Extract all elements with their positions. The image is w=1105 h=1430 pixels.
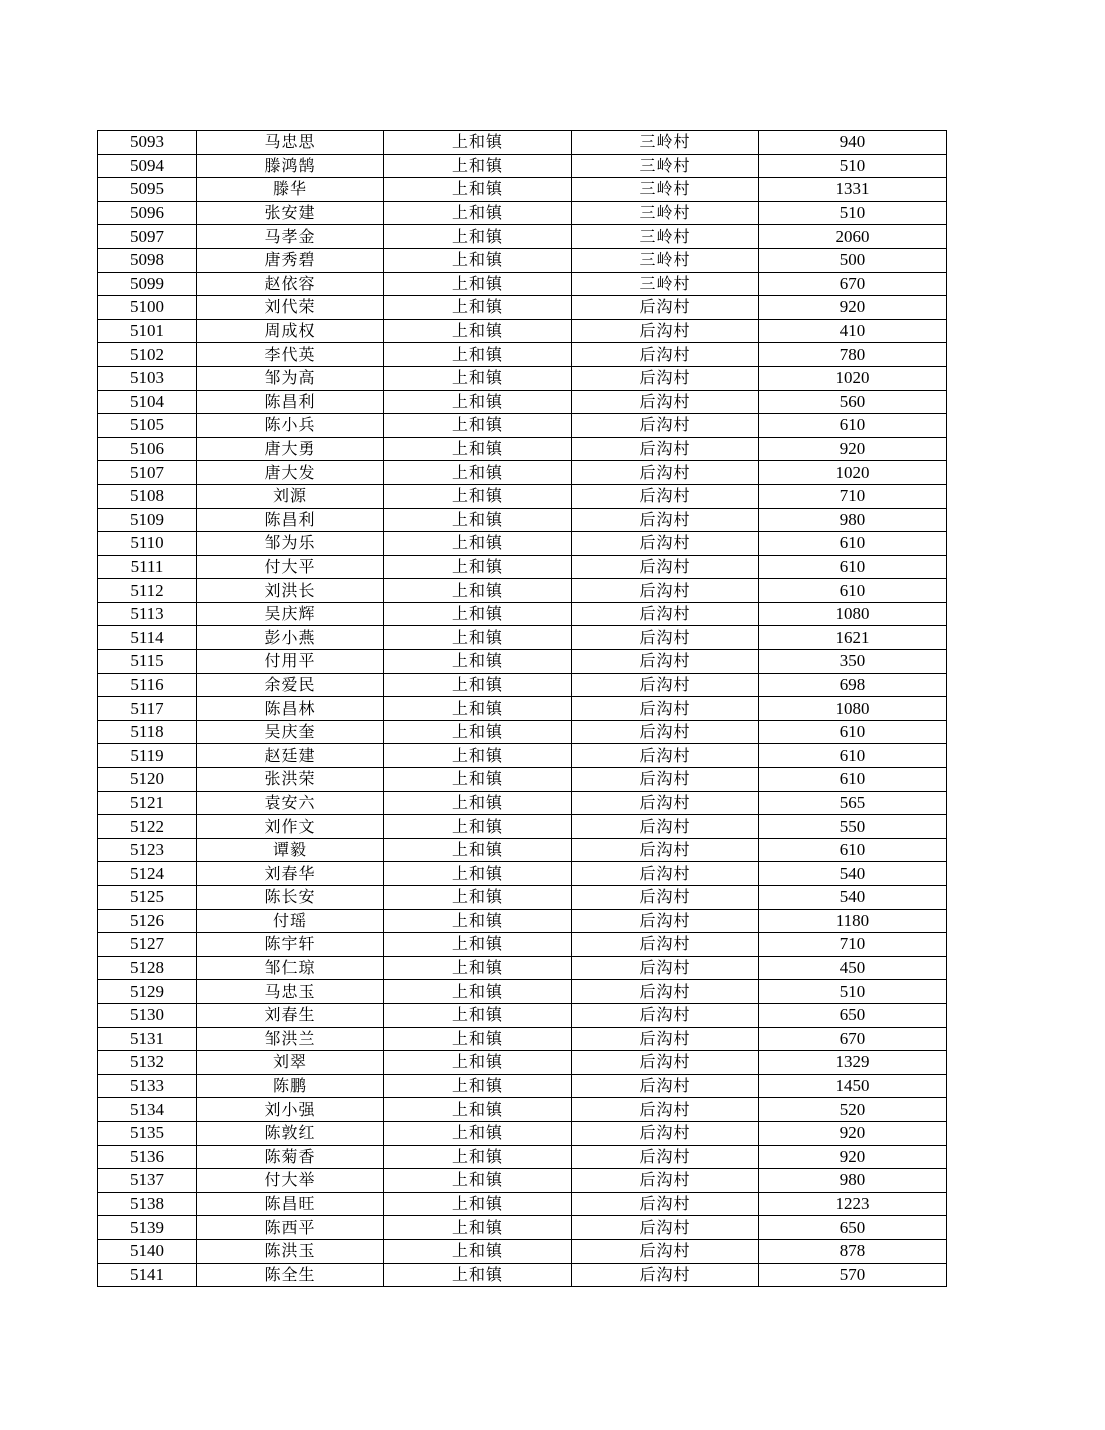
table-row <box>98 532 947 556</box>
row-number-cell: 5141 <box>98 1263 197 1287</box>
table-row <box>98 248 947 272</box>
town-cell: 上和镇 <box>384 697 572 721</box>
village-cell: 后沟村 <box>572 1098 759 1122</box>
village-cell: 三岭村 <box>572 131 759 155</box>
village-cell: 后沟村 <box>572 1216 759 1240</box>
row-number-cell: 5123 <box>98 838 197 862</box>
row-number-cell: 5118 <box>98 720 197 744</box>
village-cell: 后沟村 <box>572 1239 759 1263</box>
amount-cell: 610 <box>759 414 947 438</box>
town-cell: 上和镇 <box>384 791 572 815</box>
amount-cell: 520 <box>759 1098 947 1122</box>
table-row <box>98 366 947 390</box>
town-cell: 上和镇 <box>384 390 572 414</box>
table-row <box>98 1169 947 1193</box>
name-cell: 滕华 <box>197 178 384 202</box>
village-cell: 后沟村 <box>572 508 759 532</box>
village-cell: 后沟村 <box>572 720 759 744</box>
name-cell: 周成权 <box>197 319 384 343</box>
village-cell: 后沟村 <box>572 956 759 980</box>
table-row <box>98 1051 947 1075</box>
table-row <box>98 673 947 697</box>
town-cell: 上和镇 <box>384 248 572 272</box>
amount-cell: 1223 <box>759 1192 947 1216</box>
village-cell: 后沟村 <box>572 1263 759 1287</box>
name-cell: 付瑶 <box>197 909 384 933</box>
row-number-cell: 5107 <box>98 461 197 485</box>
amount-cell: 650 <box>759 1216 947 1240</box>
table-row <box>98 390 947 414</box>
table-row <box>98 201 947 225</box>
amount-cell: 670 <box>759 1027 947 1051</box>
table-row <box>98 791 947 815</box>
town-cell: 上和镇 <box>384 201 572 225</box>
row-number-cell: 5102 <box>98 343 197 367</box>
name-cell: 彭小燕 <box>197 626 384 650</box>
town-cell: 上和镇 <box>384 296 572 320</box>
row-number-cell: 5112 <box>98 579 197 603</box>
name-cell: 邹为高 <box>197 366 384 390</box>
town-cell: 上和镇 <box>384 956 572 980</box>
table-row <box>98 579 947 603</box>
town-cell: 上和镇 <box>384 1121 572 1145</box>
row-number-cell: 5110 <box>98 532 197 556</box>
amount-cell: 878 <box>759 1239 947 1263</box>
table-row <box>98 484 947 508</box>
village-cell: 后沟村 <box>572 768 759 792</box>
table-row <box>98 437 947 461</box>
row-number-cell: 5111 <box>98 555 197 579</box>
name-cell: 刘源 <box>197 484 384 508</box>
table-row <box>98 225 947 249</box>
town-cell: 上和镇 <box>384 1074 572 1098</box>
row-number-cell: 5129 <box>98 980 197 1004</box>
amount-cell: 980 <box>759 508 947 532</box>
row-number-cell: 5121 <box>98 791 197 815</box>
village-cell: 后沟村 <box>572 1192 759 1216</box>
table-row <box>98 862 947 886</box>
table-row <box>98 933 947 957</box>
amount-cell: 780 <box>759 343 947 367</box>
village-cell: 后沟村 <box>572 744 759 768</box>
name-cell: 刘翠 <box>197 1051 384 1075</box>
amount-cell: 980 <box>759 1169 947 1193</box>
row-number-cell: 5098 <box>98 248 197 272</box>
name-cell: 付用平 <box>197 650 384 674</box>
town-cell: 上和镇 <box>384 1169 572 1193</box>
name-cell: 陈昌利 <box>197 508 384 532</box>
town-cell: 上和镇 <box>384 933 572 957</box>
table-row <box>98 1121 947 1145</box>
row-number-cell: 5115 <box>98 650 197 674</box>
row-number-cell: 5126 <box>98 909 197 933</box>
village-cell: 后沟村 <box>572 437 759 461</box>
amount-cell: 550 <box>759 815 947 839</box>
amount-cell: 610 <box>759 768 947 792</box>
table-row <box>98 626 947 650</box>
table-row <box>98 838 947 862</box>
amount-cell: 920 <box>759 296 947 320</box>
name-cell: 陈菊香 <box>197 1145 384 1169</box>
name-cell: 马孝金 <box>197 225 384 249</box>
village-cell: 后沟村 <box>572 296 759 320</box>
row-number-cell: 5120 <box>98 768 197 792</box>
table-row <box>98 650 947 674</box>
table-body <box>98 131 947 1287</box>
table-row <box>98 697 947 721</box>
amount-cell: 1180 <box>759 909 947 933</box>
table-row <box>98 886 947 910</box>
town-cell: 上和镇 <box>384 532 572 556</box>
amount-cell: 670 <box>759 272 947 296</box>
row-number-cell: 5093 <box>98 131 197 155</box>
row-number-cell: 5137 <box>98 1169 197 1193</box>
amount-cell: 540 <box>759 886 947 910</box>
row-number-cell: 5105 <box>98 414 197 438</box>
table-row <box>98 296 947 320</box>
amount-cell: 2060 <box>759 225 947 249</box>
town-cell: 上和镇 <box>384 154 572 178</box>
amount-cell: 350 <box>759 650 947 674</box>
row-number-cell: 5122 <box>98 815 197 839</box>
row-number-cell: 5099 <box>98 272 197 296</box>
village-cell: 后沟村 <box>572 555 759 579</box>
town-cell: 上和镇 <box>384 720 572 744</box>
row-number-cell: 5119 <box>98 744 197 768</box>
table-row <box>98 319 947 343</box>
amount-cell: 610 <box>759 744 947 768</box>
town-cell: 上和镇 <box>384 131 572 155</box>
town-cell: 上和镇 <box>384 484 572 508</box>
town-cell: 上和镇 <box>384 744 572 768</box>
table-row <box>98 815 947 839</box>
village-cell: 后沟村 <box>572 366 759 390</box>
name-cell: 陈西平 <box>197 1216 384 1240</box>
row-number-cell: 5138 <box>98 1192 197 1216</box>
name-cell: 赵廷建 <box>197 744 384 768</box>
row-number-cell: 5124 <box>98 862 197 886</box>
village-cell: 后沟村 <box>572 909 759 933</box>
village-cell: 后沟村 <box>572 980 759 1004</box>
name-cell: 袁安六 <box>197 791 384 815</box>
table-row <box>98 555 947 579</box>
name-cell: 陈长安 <box>197 886 384 910</box>
amount-cell: 570 <box>759 1263 947 1287</box>
name-cell: 马忠思 <box>197 131 384 155</box>
village-cell: 后沟村 <box>572 414 759 438</box>
table-row <box>98 956 947 980</box>
row-number-cell: 5095 <box>98 178 197 202</box>
row-number-cell: 5139 <box>98 1216 197 1240</box>
table-row <box>98 980 947 1004</box>
name-cell: 赵依容 <box>197 272 384 296</box>
amount-cell: 510 <box>759 980 947 1004</box>
table-row <box>98 1098 947 1122</box>
town-cell: 上和镇 <box>384 225 572 249</box>
village-cell: 后沟村 <box>572 602 759 626</box>
town-cell: 上和镇 <box>384 838 572 862</box>
amount-cell: 920 <box>759 1121 947 1145</box>
name-cell: 李代英 <box>197 343 384 367</box>
row-number-cell: 5114 <box>98 626 197 650</box>
amount-cell: 610 <box>759 555 947 579</box>
table-row <box>98 768 947 792</box>
town-cell: 上和镇 <box>384 815 572 839</box>
village-cell: 后沟村 <box>572 579 759 603</box>
amount-cell: 698 <box>759 673 947 697</box>
row-number-cell: 5104 <box>98 390 197 414</box>
row-number-cell: 5101 <box>98 319 197 343</box>
name-cell: 陈昌林 <box>197 697 384 721</box>
table-row <box>98 461 947 485</box>
row-number-cell: 5131 <box>98 1027 197 1051</box>
amount-cell: 1450 <box>759 1074 947 1098</box>
amount-cell: 510 <box>759 154 947 178</box>
town-cell: 上和镇 <box>384 1192 572 1216</box>
row-number-cell: 5097 <box>98 225 197 249</box>
village-cell: 三岭村 <box>572 178 759 202</box>
amount-cell: 560 <box>759 390 947 414</box>
town-cell: 上和镇 <box>384 414 572 438</box>
village-cell: 后沟村 <box>572 461 759 485</box>
name-cell: 邹洪兰 <box>197 1027 384 1051</box>
town-cell: 上和镇 <box>384 602 572 626</box>
town-cell: 上和镇 <box>384 980 572 1004</box>
amount-cell: 1331 <box>759 178 947 202</box>
town-cell: 上和镇 <box>384 508 572 532</box>
amount-cell: 650 <box>759 1003 947 1027</box>
village-cell: 三岭村 <box>572 201 759 225</box>
amount-cell: 1020 <box>759 366 947 390</box>
village-cell: 后沟村 <box>572 933 759 957</box>
amount-cell: 1329 <box>759 1051 947 1075</box>
name-cell: 陈小兵 <box>197 414 384 438</box>
name-cell: 刘春生 <box>197 1003 384 1027</box>
table-row <box>98 414 947 438</box>
town-cell: 上和镇 <box>384 579 572 603</box>
amount-cell: 450 <box>759 956 947 980</box>
village-cell: 后沟村 <box>572 319 759 343</box>
row-number-cell: 5130 <box>98 1003 197 1027</box>
name-cell: 邹仁琼 <box>197 956 384 980</box>
table-row <box>98 602 947 626</box>
table-row <box>98 720 947 744</box>
village-cell: 后沟村 <box>572 1074 759 1098</box>
name-cell: 刘春华 <box>197 862 384 886</box>
amount-cell: 920 <box>759 437 947 461</box>
village-cell: 后沟村 <box>572 650 759 674</box>
name-cell: 张安建 <box>197 201 384 225</box>
name-cell: 滕鸿鹄 <box>197 154 384 178</box>
row-number-cell: 5096 <box>98 201 197 225</box>
row-number-cell: 5132 <box>98 1051 197 1075</box>
amount-cell: 510 <box>759 201 947 225</box>
name-cell: 陈敦红 <box>197 1121 384 1145</box>
name-cell: 谭毅 <box>197 838 384 862</box>
name-cell: 刘小强 <box>197 1098 384 1122</box>
town-cell: 上和镇 <box>384 1098 572 1122</box>
table-row <box>98 909 947 933</box>
table-row <box>98 508 947 532</box>
amount-cell: 565 <box>759 791 947 815</box>
amount-cell: 610 <box>759 838 947 862</box>
town-cell: 上和镇 <box>384 626 572 650</box>
name-cell: 吴庆奎 <box>197 720 384 744</box>
table-row <box>98 1074 947 1098</box>
village-cell: 后沟村 <box>572 343 759 367</box>
row-number-cell: 5125 <box>98 886 197 910</box>
village-cell: 后沟村 <box>572 886 759 910</box>
amount-cell: 410 <box>759 319 947 343</box>
name-cell: 付大举 <box>197 1169 384 1193</box>
amount-cell: 920 <box>759 1145 947 1169</box>
table-row <box>98 1192 947 1216</box>
village-cell: 后沟村 <box>572 532 759 556</box>
name-cell: 陈鹏 <box>197 1074 384 1098</box>
name-cell: 陈昌旺 <box>197 1192 384 1216</box>
name-cell: 付大平 <box>197 555 384 579</box>
town-cell: 上和镇 <box>384 319 572 343</box>
town-cell: 上和镇 <box>384 1145 572 1169</box>
amount-cell: 500 <box>759 248 947 272</box>
town-cell: 上和镇 <box>384 272 572 296</box>
amount-cell: 1020 <box>759 461 947 485</box>
row-number-cell: 5106 <box>98 437 197 461</box>
village-cell: 后沟村 <box>572 838 759 862</box>
row-number-cell: 5103 <box>98 366 197 390</box>
town-cell: 上和镇 <box>384 461 572 485</box>
village-cell: 后沟村 <box>572 862 759 886</box>
name-cell: 唐秀碧 <box>197 248 384 272</box>
town-cell: 上和镇 <box>384 1263 572 1287</box>
town-cell: 上和镇 <box>384 768 572 792</box>
row-number-cell: 5113 <box>98 602 197 626</box>
village-cell: 三岭村 <box>572 272 759 296</box>
table-row <box>98 178 947 202</box>
table-row <box>98 744 947 768</box>
town-cell: 上和镇 <box>384 1239 572 1263</box>
village-cell: 后沟村 <box>572 1145 759 1169</box>
row-number-cell: 5133 <box>98 1074 197 1098</box>
table-row <box>98 272 947 296</box>
name-cell: 唐大发 <box>197 461 384 485</box>
amount-cell: 610 <box>759 720 947 744</box>
table-row <box>98 1027 947 1051</box>
row-number-cell: 5109 <box>98 508 197 532</box>
town-cell: 上和镇 <box>384 343 572 367</box>
name-cell: 刘洪长 <box>197 579 384 603</box>
row-number-cell: 5100 <box>98 296 197 320</box>
village-cell: 后沟村 <box>572 1169 759 1193</box>
town-cell: 上和镇 <box>384 673 572 697</box>
town-cell: 上和镇 <box>384 178 572 202</box>
name-cell: 吴庆辉 <box>197 602 384 626</box>
village-cell: 后沟村 <box>572 626 759 650</box>
row-number-cell: 5140 <box>98 1239 197 1263</box>
village-cell: 三岭村 <box>572 154 759 178</box>
amount-cell: 1621 <box>759 626 947 650</box>
village-cell: 后沟村 <box>572 697 759 721</box>
name-cell: 刘代荣 <box>197 296 384 320</box>
village-cell: 后沟村 <box>572 673 759 697</box>
name-cell: 邹为乐 <box>197 532 384 556</box>
amount-cell: 1080 <box>759 697 947 721</box>
name-cell: 陈宇轩 <box>197 933 384 957</box>
town-cell: 上和镇 <box>384 650 572 674</box>
name-cell: 唐大勇 <box>197 437 384 461</box>
row-number-cell: 5134 <box>98 1098 197 1122</box>
town-cell: 上和镇 <box>384 1003 572 1027</box>
town-cell: 上和镇 <box>384 555 572 579</box>
table-row <box>98 343 947 367</box>
village-cell: 后沟村 <box>572 1027 759 1051</box>
town-cell: 上和镇 <box>384 366 572 390</box>
town-cell: 上和镇 <box>384 1027 572 1051</box>
town-cell: 上和镇 <box>384 862 572 886</box>
name-cell: 刘作文 <box>197 815 384 839</box>
name-cell: 陈洪玉 <box>197 1239 384 1263</box>
row-number-cell: 5128 <box>98 956 197 980</box>
village-cell: 后沟村 <box>572 815 759 839</box>
row-number-cell: 5094 <box>98 154 197 178</box>
row-number-cell: 5116 <box>98 673 197 697</box>
name-cell: 马忠玉 <box>197 980 384 1004</box>
amount-cell: 1080 <box>759 602 947 626</box>
data-table <box>97 130 947 1287</box>
row-number-cell: 5108 <box>98 484 197 508</box>
village-cell: 后沟村 <box>572 1051 759 1075</box>
amount-cell: 540 <box>759 862 947 886</box>
town-cell: 上和镇 <box>384 1051 572 1075</box>
town-cell: 上和镇 <box>384 437 572 461</box>
table-row <box>98 131 947 155</box>
village-cell: 后沟村 <box>572 390 759 414</box>
amount-cell: 610 <box>759 532 947 556</box>
amount-cell: 940 <box>759 131 947 155</box>
village-cell: 三岭村 <box>572 248 759 272</box>
name-cell: 余爱民 <box>197 673 384 697</box>
amount-cell: 610 <box>759 579 947 603</box>
row-number-cell: 5135 <box>98 1121 197 1145</box>
name-cell: 陈昌利 <box>197 390 384 414</box>
row-number-cell: 5127 <box>98 933 197 957</box>
village-cell: 后沟村 <box>572 1003 759 1027</box>
table-row <box>98 1003 947 1027</box>
table-row <box>98 1145 947 1169</box>
table-row <box>98 154 947 178</box>
row-number-cell: 5136 <box>98 1145 197 1169</box>
table-row <box>98 1216 947 1240</box>
name-cell: 陈全生 <box>197 1263 384 1287</box>
amount-cell: 710 <box>759 484 947 508</box>
row-number-cell: 5117 <box>98 697 197 721</box>
name-cell: 张洪荣 <box>197 768 384 792</box>
table-row <box>98 1239 947 1263</box>
village-cell: 后沟村 <box>572 484 759 508</box>
town-cell: 上和镇 <box>384 909 572 933</box>
amount-cell: 710 <box>759 933 947 957</box>
village-cell: 后沟村 <box>572 791 759 815</box>
town-cell: 上和镇 <box>384 886 572 910</box>
town-cell: 上和镇 <box>384 1216 572 1240</box>
village-cell: 三岭村 <box>572 225 759 249</box>
table-row <box>98 1263 947 1287</box>
village-cell: 后沟村 <box>572 1121 759 1145</box>
